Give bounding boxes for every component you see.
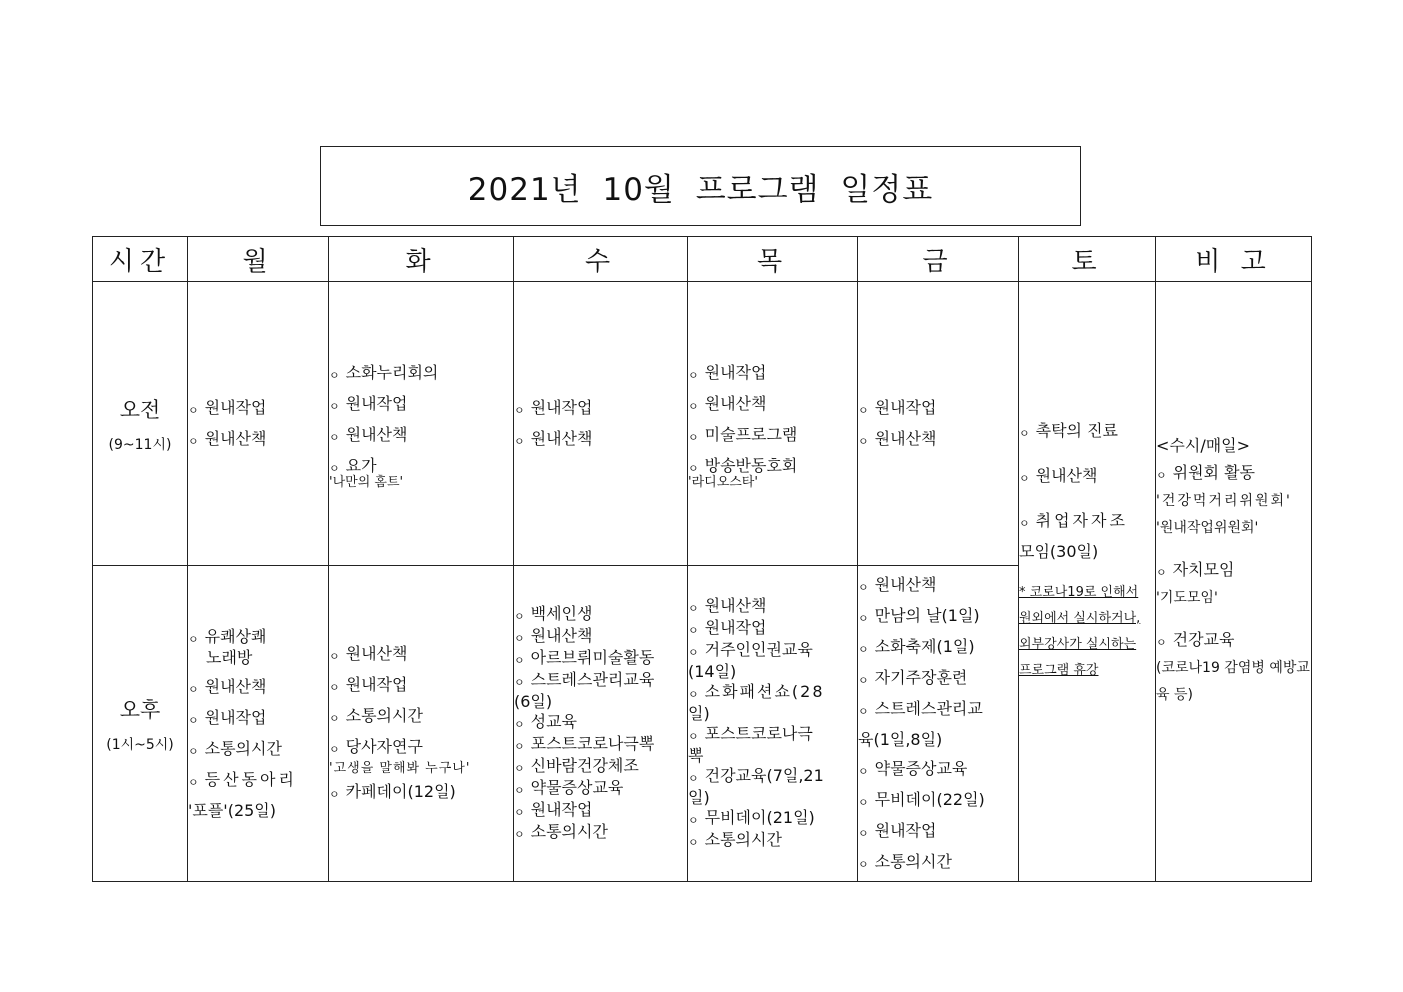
list-item: ㅇ 원내작업 — [858, 820, 937, 840]
remark-heading: <수시/매일> — [1156, 436, 1251, 455]
pm-wed-cell — [514, 566, 688, 882]
program-subtitle: '라디오스타' — [688, 474, 758, 490]
am-range: (9~11시) — [108, 436, 172, 453]
list-item-continued: 일) — [688, 703, 710, 723]
list-item: ㅇ 무비데이(22일) — [858, 789, 985, 809]
list-item-continued: (14일) — [688, 661, 737, 681]
list-item: ㅇ 원내산책 — [329, 644, 408, 663]
list-item: ㅇ 소통의시간 — [858, 851, 952, 871]
list-item-continued: 육(1일,8일) — [858, 729, 943, 749]
list-item: ㅇ 위원회 활동 — [1156, 463, 1256, 482]
am-thu-cell — [688, 282, 858, 566]
list-item: ㅇ 만남의 날(1일) — [858, 605, 980, 625]
list-item: ㅇ 신바람건강체조 — [514, 755, 639, 775]
am-time-cell — [93, 282, 188, 566]
header-mon: 월 — [188, 237, 329, 282]
list-item: ㅇ 소화축제(1일) — [858, 636, 975, 656]
list-item: ㅇ 원내산책 — [514, 625, 593, 645]
pm-mon-cell — [188, 566, 329, 882]
list-item: ㅇ 아르브뤼미술활동 — [514, 647, 655, 667]
list-item: ㅇ 원내산책 — [688, 393, 767, 413]
list-item: ㅇ 자치모임 — [1156, 560, 1235, 579]
list-item: ㅇ 원내작업 — [188, 708, 267, 727]
list-item: ㅇ 원내작업 — [329, 675, 408, 694]
list-item: ㅇ 백세인생 — [514, 603, 593, 623]
list-item: ㅇ 요가 — [329, 455, 377, 475]
list-item: ㅇ 약물증상교육 — [858, 758, 968, 778]
pm-thu-cell — [688, 566, 858, 882]
list-item: ㅇ 미술프로그램 — [688, 424, 798, 444]
list-item: ㅇ 포스트코로나극뽁 — [514, 733, 655, 753]
list-item-continued: '포플'(25일) — [188, 801, 277, 820]
am-row — [93, 282, 1312, 566]
list-item: ㅇ 원내작업 — [688, 617, 767, 637]
list-item: ㅇ 원내산책 — [188, 428, 267, 448]
am-mon-cell — [188, 282, 329, 566]
list-item: ㅇ 카페데이(12일) — [329, 782, 456, 801]
list-item-continued: 뽁 — [688, 745, 704, 765]
list-item: ㅇ 취업자자조 — [1019, 511, 1128, 530]
committee-detail: '원내작업위원회' — [1156, 520, 1259, 536]
header-remark: 비 고 — [1156, 237, 1312, 282]
list-item: ㅇ 원내산책 — [858, 574, 937, 594]
list-item: ㅇ 소통의시간 — [688, 829, 782, 849]
pm-time-cell — [93, 566, 188, 882]
list-item: ㅇ 건강교육(7일,21 — [688, 765, 824, 785]
pm-fri-cell — [858, 566, 1019, 882]
am-label: 오전 — [119, 397, 161, 422]
am-wed-cell — [514, 282, 688, 566]
list-item: ㅇ 건강교육 — [1156, 630, 1235, 649]
list-item: ㅇ 당사자연구 — [329, 737, 423, 756]
remark-cell — [1156, 282, 1312, 882]
list-item: ㅇ 스트레스관리교 — [858, 698, 983, 718]
list-item: ㅇ 등산동아리 — [188, 770, 297, 789]
list-item: ㅇ 자기주장훈련 — [858, 667, 968, 687]
health-detail: (코로나19 감염병 예방교육 등) — [1156, 660, 1310, 703]
pm-range: (1시~5시) — [106, 736, 174, 753]
program-subtitle: '나만의 홈트' — [329, 474, 404, 490]
header-row — [93, 237, 1312, 282]
list-item: ㅇ 방송반동호회 — [688, 455, 798, 475]
list-item: ㅇ 촉탁의 진료 — [1019, 421, 1119, 440]
header-time: 시간 — [93, 237, 188, 282]
list-item: ㅇ 원내작업 — [688, 362, 767, 382]
list-item: ㅇ 소통의시간 — [329, 706, 423, 725]
covid-notice: * 코로나19로 인해서 원외에서 실시하거나, 외부강사가 실시하는 프로그램 휴강 — [1019, 585, 1141, 678]
list-item: ㅇ 스트레스관리교육 — [514, 669, 655, 689]
list-item-continued: 일) — [688, 787, 710, 807]
page-title: 2021년 10월 프로그램 일정표 — [320, 146, 1081, 226]
list-item-continued: 노래방 — [206, 648, 253, 667]
list-item: ㅇ 원내산책 — [188, 677, 267, 696]
list-item: ㅇ 포스트코로나극 — [688, 723, 813, 743]
list-item: ㅇ 원내산책 — [514, 428, 593, 448]
list-item: ㅇ 원내산책 — [858, 428, 937, 448]
list-item: ㅇ 성교육 — [514, 711, 578, 731]
pm-tue-cell — [329, 566, 514, 882]
header-wed: 수 — [514, 237, 688, 282]
am-tue-cell — [329, 282, 514, 566]
list-item: ㅇ 원내산책 — [688, 595, 767, 615]
list-item: ㅇ 소통의시간 — [514, 821, 608, 841]
header-thu: 목 — [688, 237, 858, 282]
list-item: ㅇ 소통의시간 — [188, 739, 282, 758]
schedule-table — [92, 236, 1312, 882]
self-gov-detail: '기도모임' — [1156, 590, 1218, 606]
list-item-continued: (6일) — [514, 691, 553, 711]
list-item: ㅇ 무비데이(21일) — [688, 807, 815, 827]
header-fri: 금 — [858, 237, 1019, 282]
list-item: ㅇ 거주인인권교육 — [688, 639, 813, 659]
list-item-continued: 모임(30일) — [1019, 542, 1099, 561]
header-sat: 토 — [1019, 237, 1156, 282]
sat-cell — [1019, 282, 1156, 882]
list-item: ㅇ 유쾌상쾌 — [188, 627, 267, 646]
list-item: ㅇ 소화누리회의 — [329, 362, 439, 382]
list-item: ㅇ 원내산책 — [329, 424, 408, 444]
committee-detail: '건강먹거리위원회' — [1156, 493, 1292, 509]
list-item: ㅇ 원내산책 — [1019, 466, 1098, 485]
list-item: ㅇ 원내작업 — [329, 393, 408, 413]
list-item: ㅇ 소화패션쇼(28 — [688, 681, 825, 701]
list-item: ㅇ 원내작업 — [858, 397, 937, 417]
list-item: ㅇ 원내작업 — [188, 397, 267, 417]
header-tue: 화 — [329, 237, 514, 282]
list-item: ㅇ 원내작업 — [514, 397, 593, 417]
list-item: ㅇ 원내작업 — [514, 799, 593, 819]
am-fri-cell — [858, 282, 1019, 566]
program-subtitle: '고생을 말해봐 누구나' — [329, 761, 471, 776]
pm-label: 오후 — [119, 697, 161, 722]
list-item: ㅇ 약물증상교육 — [514, 777, 624, 797]
